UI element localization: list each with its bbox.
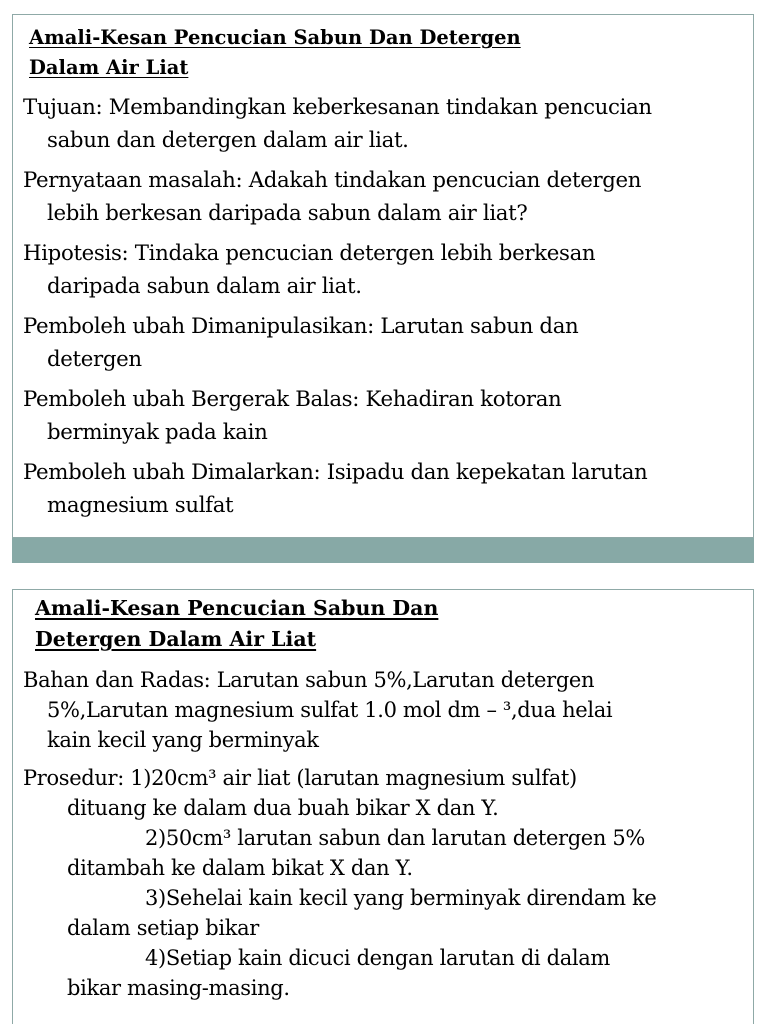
- item-dimalarkan-line-2: magnesium sulfat: [47, 493, 234, 518]
- item-tujuan: [23, 91, 753, 157]
- slide-2-body: [23, 665, 753, 1003]
- item-bahan-line-3: kain kecil yang berminyak: [47, 728, 319, 752]
- slide-2-title-line-1: Amali-Kesan Pencucian Sabun Dan: [35, 596, 439, 620]
- item-dimanipulasikan-line-2: detergen: [47, 347, 142, 372]
- item-bahan-dan-radas: [23, 665, 753, 755]
- item-bahan-line-1: Bahan dan Radas: Larutan sabun 5%,Larutan detergen: [23, 668, 595, 692]
- prosedur-step-4-line-2: bikar masing-masing.: [67, 976, 290, 1000]
- item-prosedur: [23, 763, 753, 1003]
- item-pernyataan-masalah: [23, 164, 753, 230]
- slide-2: [12, 589, 754, 1024]
- item-dimalarkan: [23, 456, 753, 522]
- item-pernyataan-masalah-line-2: lebih berkesan daripada sabun dalam air liat?: [47, 201, 528, 226]
- item-dimanipulasikan: [23, 310, 753, 376]
- item-bergerak-balas: [23, 383, 753, 449]
- slide-2-title: [35, 593, 438, 655]
- item-tujuan-line-1: Tujuan: Membandingkan keberkesanan tindakan pencucian: [23, 95, 652, 120]
- slide-1-body: [23, 91, 753, 522]
- slide-1: [12, 14, 754, 538]
- prosedur-step-2-line-2: ditambah ke dalam bikat X dan Y.: [67, 856, 413, 880]
- prosedur-step-4-line-1: 4)Setiap kain dicuci dengan larutan di dalam: [145, 946, 610, 970]
- item-bergerak-balas-line-1: Pemboleh ubah Bergerak Balas: Kehadiran kotoran: [23, 387, 562, 412]
- slide-1-title: [29, 23, 521, 83]
- prosedur-step-2-line-1: 2)50cm³ larutan sabun dan larutan detergen 5%: [145, 826, 646, 850]
- prosedur-step-3-line-2: dalam setiap bikar: [67, 916, 259, 940]
- prosedur-step-1-line-2: dituang ke dalam dua buah bikar X dan Y.: [67, 796, 499, 820]
- slide-divider-bar: [12, 538, 754, 563]
- item-bahan-line-2: 5%,Larutan magnesium sulfat 1.0 mol dm – ³,dua helai: [47, 698, 613, 722]
- slide-1-title-line-2: Dalam Air Liat: [29, 56, 189, 79]
- slide-2-title-line-2: Detergen Dalam Air Liat: [35, 627, 317, 651]
- item-hipotesis-line-1: Hipotesis: Tindaka pencucian detergen lebih berkesan: [23, 241, 596, 266]
- item-dimanipulasikan-line-1: Pemboleh ubah Dimanipulasikan: Larutan sabun dan: [23, 314, 579, 339]
- item-tujuan-line-2: sabun dan detergen dalam air liat.: [47, 128, 409, 153]
- item-pernyataan-masalah-line-1: Pernyataan masalah: Adakah tindakan pencucian detergen: [23, 168, 642, 193]
- item-hipotesis-line-2: daripada sabun dalam air liat.: [47, 274, 362, 299]
- prosedur-step-3-line-1: 3)Sehelai kain kecil yang berminyak direndam ke: [145, 886, 657, 910]
- item-bergerak-balas-line-2: berminyak pada kain: [47, 420, 268, 445]
- prosedur-step-1-line-1: Prosedur: 1)20cm³ air liat (larutan magnesium sulfat): [23, 766, 577, 790]
- item-hipotesis: [23, 237, 753, 303]
- item-dimalarkan-line-1: Pemboleh ubah Dimalarkan: Isipadu dan kepekatan larutan: [23, 460, 648, 485]
- slide-1-title-line-1: Amali-Kesan Pencucian Sabun Dan Detergen: [29, 26, 521, 49]
